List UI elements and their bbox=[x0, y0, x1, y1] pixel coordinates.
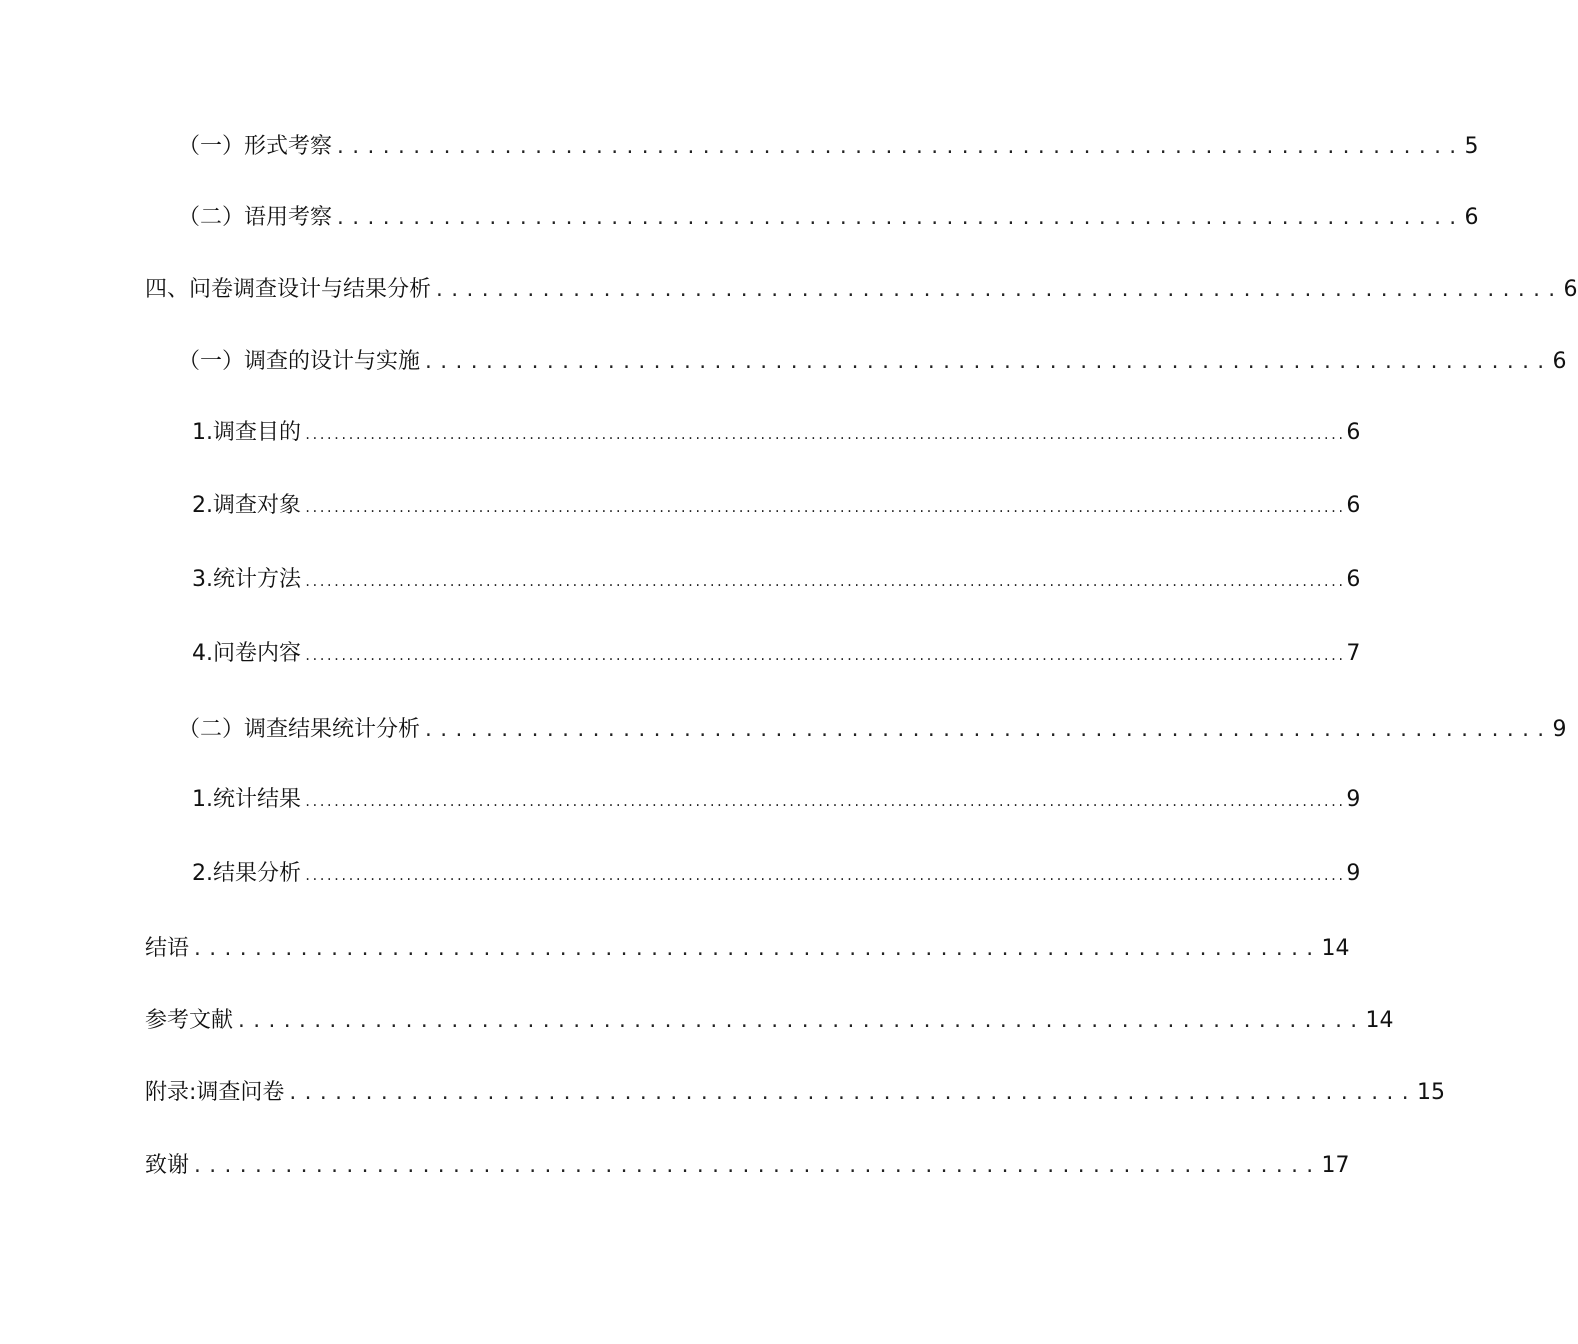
toc-entry-page: 9 bbox=[1346, 861, 1361, 886]
toc-entry-label: 附录:调查问卷 bbox=[145, 1080, 285, 1105]
toc-entry-page: 6 bbox=[1464, 205, 1479, 230]
toc-entry-label: 1.调查目的 bbox=[192, 420, 301, 445]
dot-leader: .......................................................................... bbox=[287, 1083, 1415, 1104]
dot-leader: .......................................................................... bbox=[192, 939, 1320, 960]
toc-entry-page: 9 bbox=[1346, 787, 1361, 812]
dot-leader: .......................................................................... bbox=[192, 1156, 1320, 1177]
toc-entry-page: 6 bbox=[1346, 420, 1361, 445]
toc-entry-label: （一）调查的设计与实施 bbox=[178, 349, 421, 374]
toc-entry-label: 参考文献 bbox=[145, 1008, 234, 1033]
toc-entry-page: 14 bbox=[1321, 936, 1350, 961]
toc-entry[interactable] bbox=[145, 1006, 1394, 1037]
dot-leader: ................................................................................................................................................ bbox=[304, 795, 1345, 809]
toc-entry[interactable] bbox=[192, 565, 1361, 597]
dot-leader: .......................................................................... bbox=[423, 720, 1551, 741]
toc-entry[interactable] bbox=[192, 785, 1361, 817]
toc-entry[interactable] bbox=[145, 275, 1578, 306]
dot-leader: .......................................................................... bbox=[434, 280, 1562, 301]
toc-entry-label: （二）语用考察 bbox=[178, 205, 333, 230]
dot-leader: .......................................................................... bbox=[335, 137, 1463, 158]
toc-entry-label: （二）调查结果统计分析 bbox=[178, 717, 421, 742]
toc-entry-label: 四、问卷调查设计与结果分析 bbox=[145, 277, 432, 302]
toc-entry[interactable] bbox=[178, 715, 1567, 746]
toc-entry-page: 5 bbox=[1464, 134, 1479, 159]
toc-entry-page: 17 bbox=[1321, 1153, 1350, 1178]
toc-entry-page: 6 bbox=[1552, 349, 1567, 374]
dot-leader: ................................................................................................................................................ bbox=[304, 869, 1345, 883]
toc-entry-label: （一）形式考察 bbox=[178, 134, 333, 159]
toc-entry[interactable] bbox=[192, 859, 1361, 891]
toc-entry[interactable] bbox=[145, 1078, 1445, 1109]
dot-leader: .......................................................................... bbox=[236, 1011, 1364, 1032]
toc-entry-page: 6 bbox=[1346, 567, 1361, 592]
dot-leader: ................................................................................................................................................ bbox=[304, 575, 1345, 589]
toc-entry-label: 2.结果分析 bbox=[192, 861, 301, 886]
dot-leader: ................................................................................................................................................ bbox=[304, 649, 1345, 663]
toc-entry-page: 6 bbox=[1346, 493, 1361, 518]
toc-entry[interactable] bbox=[178, 203, 1479, 234]
toc-entry-page: 7 bbox=[1346, 641, 1361, 666]
toc-entry-label: 结语 bbox=[145, 936, 190, 961]
dot-leader: ................................................................................................................................................ bbox=[304, 501, 1345, 515]
toc-entry[interactable] bbox=[145, 934, 1350, 965]
toc-entry[interactable] bbox=[145, 1151, 1350, 1182]
toc-entry-label: 2.调查对象 bbox=[192, 493, 301, 518]
toc-entry-page: 9 bbox=[1552, 717, 1567, 742]
toc-entry-page: 6 bbox=[1563, 277, 1578, 302]
toc-entry[interactable] bbox=[192, 639, 1361, 671]
toc-entry[interactable] bbox=[178, 132, 1479, 163]
toc-entry-label: 致谢 bbox=[145, 1153, 190, 1178]
toc-entry-label: 4.问卷内容 bbox=[192, 641, 301, 666]
dot-leader: .......................................................................... bbox=[423, 352, 1551, 373]
dot-leader: ................................................................................................................................................ bbox=[304, 428, 1345, 442]
toc-entry[interactable] bbox=[192, 418, 1361, 450]
toc-entry[interactable] bbox=[178, 347, 1567, 378]
toc-entry-page: 14 bbox=[1365, 1008, 1394, 1033]
toc-entry-label: 3.统计方法 bbox=[192, 567, 301, 592]
toc-entry[interactable] bbox=[192, 491, 1361, 523]
toc-entry-label: 1.统计结果 bbox=[192, 787, 301, 812]
toc-entry-page: 15 bbox=[1416, 1080, 1445, 1105]
dot-leader: .......................................................................... bbox=[335, 208, 1463, 229]
